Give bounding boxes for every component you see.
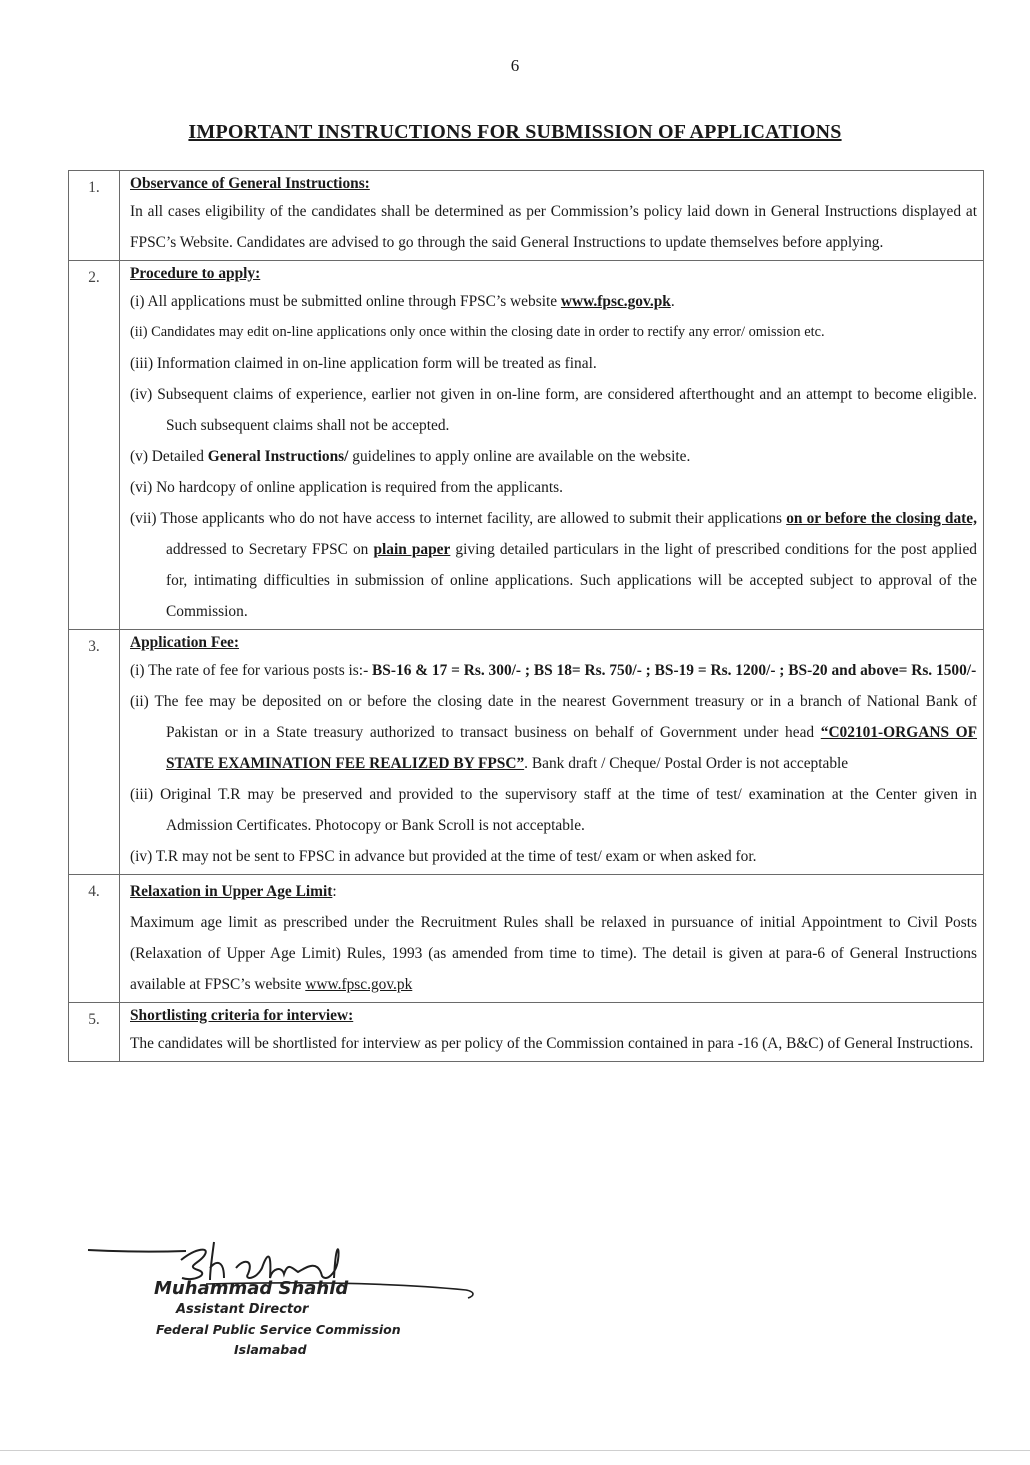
signatory-name: Muhammad Shahid xyxy=(154,1278,349,1299)
list-item: (ii) Candidates may edit on-line applications only once within the closing date in order to rectify any error/ omission etc. xyxy=(130,324,825,340)
page-number: 6 xyxy=(510,56,520,75)
section-heading: Shortlisting criteria for interview: xyxy=(130,1007,354,1024)
website-link: www.fpsc.gov.pk xyxy=(305,976,413,993)
list-item: (iv) T.R may not be sent to FPSC in advance but provided at the time of test/ exam or when asked for. xyxy=(130,848,757,865)
list-item: (i) The rate of fee for various posts is:- BS-16 & 17 = Rs. 300/- ; BS 18= Rs. 750/- ; BS-19 = Rs. 1200/- ; BS-20 and above= Rs. 1500/- xyxy=(130,662,977,679)
instructions-table xyxy=(68,170,984,1062)
list-item: (iii) Original T.R may be preserved and provided to the supervisory staff at the time of test/ examination at the Center given in Admission Certificates. Photocopy or Bank Scroll is not acceptable. xyxy=(130,786,977,834)
section-row-5 xyxy=(69,1003,984,1062)
list-item: (v) Detailed General Instructions/ guidelines to apply online are available on the website. xyxy=(130,448,691,465)
section-number: 4. xyxy=(69,875,120,1003)
signatory-title: Assistant Director xyxy=(176,1302,309,1317)
section-text: In all cases eligibility of the candidates shall be determined as per Commission’s policy laid down in General Instructions displayed at FPSC’s Website. Candidates are advised to go through the said General Instructions to update themselves before applying. xyxy=(130,203,977,251)
section-heading-line: Relaxation in Upper Age Limit: xyxy=(130,883,337,900)
list-item: (iv) Subsequent claims of experience, earlier not given in on-line form, are considered afterthought and an attempt to become eligible. Such subsequent claims shall not be accepted. xyxy=(130,386,977,434)
list-item: (ii) The fee may be deposited on or before the closing date in the nearest Government treasury or in a branch of National Bank of Pakistan or in a State treasury authorized to transact business on behalf of Government under head “C02101-ORGANS OF STATE EXAMINATION FEE REALIZED BY FPSC”. Bank draft / Cheque/ Postal Order is not acceptable xyxy=(130,693,978,772)
website-link: www.fpsc.gov.pk xyxy=(560,293,671,310)
signature-block xyxy=(86,1238,486,1368)
section-text: The candidates will be shortlisted for interview as per policy of the Commission contained in para -16 (A, B&C) of General Instructions. xyxy=(130,1035,974,1052)
section-number: 1. xyxy=(69,171,120,261)
section-heading: Application Fee: xyxy=(130,634,240,651)
signatory-organization: Federal Public Service Commission xyxy=(156,1322,401,1337)
section-text: Maximum age limit as prescribed under the Recruitment Rules shall be relaxed in pursuance of initial Appointment to Civil Posts (Relaxation of Upper Age Limit) Rules, 1993 (as amended from time to time). The detail is given at para-6 of General Instructions available at FPSC’s website www.fpsc.gov.pk xyxy=(130,914,977,993)
list-item: (iii) Information claimed in on-line application form will be treated as final. xyxy=(130,355,597,372)
document-title: IMPORTANT INSTRUCTIONS FOR SUBMISSION OF APPLICATIONS xyxy=(188,121,842,143)
signatory-city: Islamabad xyxy=(234,1342,307,1357)
section-content xyxy=(120,261,984,630)
section-content xyxy=(120,171,984,261)
list-item: (vi) No hardcopy of online application is required from the applicants. xyxy=(130,479,563,496)
section-heading: Relaxation in Upper Age Limit xyxy=(130,883,333,900)
section-number: 5. xyxy=(69,1003,120,1062)
section-row-4 xyxy=(69,875,984,1003)
section-content xyxy=(120,875,984,1003)
section-content xyxy=(120,630,984,875)
scan-edge-line xyxy=(0,1450,1030,1451)
section-row-2 xyxy=(69,261,984,630)
section-number: 3. xyxy=(69,630,120,875)
section-heading: Procedure to apply: xyxy=(130,265,261,282)
section-row-3 xyxy=(69,630,984,875)
section-content xyxy=(120,1003,984,1062)
list-item: (i) All applications must be submitted online through FPSC’s website www.fpsc.gov.pk. xyxy=(130,293,675,310)
list-item: (vii) Those applicants who do not have access to internet facility, are allowed to submit their applications on or before the closing date, addressed to Secretary FPSC on plain paper giving detailed particulars in the light of prescribed conditions for the post applied for, intimating difficulties in submission of online applications. Such applications will be accepted subject to approval of the Commission. xyxy=(130,510,977,620)
section-number: 2. xyxy=(69,261,120,630)
section-heading: Observance of General Instructions: xyxy=(130,175,370,192)
section-row-1 xyxy=(69,171,984,261)
